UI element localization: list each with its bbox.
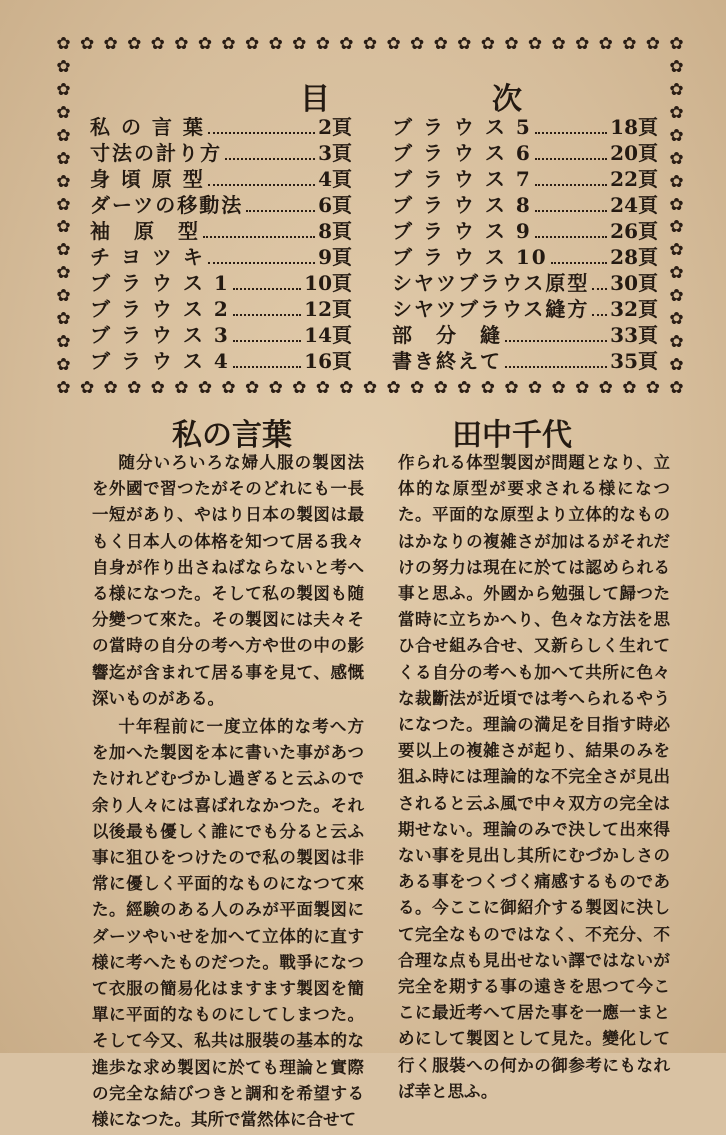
flower-ornament: ✿ xyxy=(150,378,165,398)
flower-ornament: ✿ xyxy=(669,171,684,192)
flower-ornament: ✿ xyxy=(103,378,118,398)
flower-ornament: ✿ xyxy=(150,34,165,54)
flower-ornament: ✿ xyxy=(197,378,213,398)
flower-ornament: ✿ xyxy=(56,355,71,376)
flower-ornament: ✿ xyxy=(56,102,71,123)
toc-entry-page: 10頁 xyxy=(304,271,352,295)
leader-dots xyxy=(535,158,607,160)
toc-entry-page: 22頁 xyxy=(610,167,658,191)
flower-ornament: ✿ xyxy=(622,34,637,54)
leader-dots xyxy=(208,184,315,186)
toc-entry-page: 14頁 xyxy=(304,323,352,347)
toc-entry-label: ブ ラ ウ ス 9 xyxy=(392,219,532,243)
flower-ornament: ✿ xyxy=(56,34,71,54)
leader-dots xyxy=(233,314,301,316)
toc-title: 目 次 xyxy=(300,82,588,117)
toc-entry-page: 2頁 xyxy=(318,115,352,139)
flower-ornament: ✿ xyxy=(669,286,684,307)
flower-ornament: ✿ xyxy=(433,378,448,398)
toc-entry-label: ブ ラ ウ ス 7 xyxy=(392,167,532,191)
leader-dots xyxy=(592,288,607,290)
leader-dots xyxy=(505,340,607,342)
toc-entry-page: 4頁 xyxy=(318,167,352,191)
flower-ornament: ✿ xyxy=(527,34,543,54)
flower-ornament: ✿ xyxy=(339,34,354,54)
toc-entry-page: 20頁 xyxy=(610,141,658,165)
flower-ornament: ✿ xyxy=(504,378,519,398)
flower-ornament: ✿ xyxy=(669,355,684,376)
flower-ornament: ✿ xyxy=(433,34,448,54)
leader-dots xyxy=(551,262,607,264)
article-paragraph: 随分いろいろな婦人服の製図法を外國で習つたがそのどれにも一長一短があり、やはり日本の製図は最もく日本人の体格を知つて居る我々自身が作り出さねばならないと考へる様になつた。そして私の製図も随分變つて來た。その製図には夫々その當時の自分の考へ方や世の中の影響迄が含まれて居る事を見て、感慨深いものがある。 xyxy=(92,453,364,708)
toc-entry-label: ブ ラ ウ ス 1 xyxy=(90,271,230,295)
flower-ornament: ✿ xyxy=(268,34,283,54)
flower-ornament: ✿ xyxy=(575,34,590,54)
toc-entry-label: ブ ラ ウ ス 2 xyxy=(90,297,230,321)
flower-ornament: ✿ xyxy=(669,148,684,169)
flower-ornament: ✿ xyxy=(669,263,684,284)
flower-ornament: ✿ xyxy=(410,34,425,54)
toc-entry-page: 6頁 xyxy=(318,193,352,217)
toc-entry-page: 30頁 xyxy=(610,271,658,295)
toc-entry-page: 35頁 xyxy=(610,349,658,373)
flower-ornament: ✿ xyxy=(598,34,613,54)
flower-ornament: ✿ xyxy=(56,286,71,307)
toc-entry-page: 28頁 xyxy=(610,245,658,269)
toc-entry-page: 32頁 xyxy=(610,297,658,321)
flower-ornament: ✿ xyxy=(221,34,236,54)
flower-ornament: ✿ xyxy=(457,378,472,398)
flower-ornament: ✿ xyxy=(56,79,71,100)
leader-dots xyxy=(535,210,607,212)
flower-ornament: ✿ xyxy=(79,34,95,54)
flower-ornament: ✿ xyxy=(174,378,189,398)
flower-ornament: ✿ xyxy=(56,56,71,77)
flower-ornament: ✿ xyxy=(292,34,307,54)
flower-ornament: ✿ xyxy=(386,34,401,54)
flower-ornament: ✿ xyxy=(551,34,566,54)
toc-entry-page: 8頁 xyxy=(318,219,352,243)
toc-entry-label: 袖 原 型 xyxy=(90,219,200,243)
flower-ornament: ✿ xyxy=(551,378,566,398)
toc-entry-label: ブ ラ ウ ス 4 xyxy=(90,349,230,373)
flower-ornament: ✿ xyxy=(645,378,661,398)
toc-entry-page: 3頁 xyxy=(318,141,352,165)
flower-ornament: ✿ xyxy=(127,34,142,54)
toc-entry-label: シヤツブラウス原型 xyxy=(392,271,590,295)
flower-ornament: ✿ xyxy=(244,378,260,398)
flower-ornament: ✿ xyxy=(669,309,684,330)
leader-dots xyxy=(535,236,607,238)
toc-entry-label: シヤツブラウス縫方 xyxy=(392,297,590,321)
flower-ornament: ✿ xyxy=(669,332,684,353)
toc-entry-label: ブ ラ ウ ス 8 xyxy=(392,193,532,217)
flower-ornament: ✿ xyxy=(645,34,661,54)
flower-ornament: ✿ xyxy=(527,378,543,398)
flower-ornament: ✿ xyxy=(622,378,637,398)
toc-entry-label: ブ ラ ウ ス 6 xyxy=(392,141,532,165)
leader-dots xyxy=(233,288,301,290)
flower-ornament: ✿ xyxy=(174,34,189,54)
toc-entry-page: 33頁 xyxy=(610,323,658,347)
toc-entry-label: 寸法の計り方 xyxy=(90,141,222,165)
leader-dots xyxy=(203,236,315,238)
flower-ornament: ✿ xyxy=(410,378,425,398)
toc-entry-label: 私 の 言 葉 xyxy=(90,115,205,139)
toc-entry-label: ダーツの移動法 xyxy=(90,193,244,217)
leader-dots xyxy=(233,366,301,368)
flower-ornament: ✿ xyxy=(669,102,684,123)
toc-entry xyxy=(90,348,352,374)
toc-entry-label: ブ ラ ウ ス 10 xyxy=(392,245,548,269)
flower-ornament: ✿ xyxy=(56,171,71,192)
flower-ornament: ✿ xyxy=(56,125,71,146)
flower-ornament: ✿ xyxy=(669,217,684,238)
flower-ornament: ✿ xyxy=(56,263,71,284)
toc-entry-label: 部 分 縫 xyxy=(392,323,502,347)
article-author: 田中千代 xyxy=(452,418,572,453)
flower-ornament: ✿ xyxy=(56,148,71,169)
toc-right-column xyxy=(392,114,658,374)
flower-ornament: ✿ xyxy=(315,378,330,398)
flower-ornament: ✿ xyxy=(221,378,236,398)
toc-entry-page: 26頁 xyxy=(610,219,658,243)
flower-ornament: ✿ xyxy=(79,378,95,398)
flower-ornament: ✿ xyxy=(504,34,519,54)
leader-dots xyxy=(246,210,315,212)
toc-entry-page: 18頁 xyxy=(610,115,658,139)
flower-ornament: ✿ xyxy=(480,378,495,398)
flower-ornament: ✿ xyxy=(669,56,684,77)
flower-ornament: ✿ xyxy=(598,378,613,398)
flower-ornament: ✿ xyxy=(362,378,378,398)
leader-dots xyxy=(233,340,301,342)
leader-dots xyxy=(208,262,315,264)
flower-ornament: ✿ xyxy=(669,79,684,100)
toc-left-column xyxy=(90,114,352,374)
flower-ornament: ✿ xyxy=(669,34,684,54)
flower-ornament: ✿ xyxy=(56,309,71,330)
leader-dots xyxy=(208,132,315,134)
flower-ornament: ✿ xyxy=(669,240,684,261)
flower-ornament: ✿ xyxy=(575,378,590,398)
toc-entry-label: ブ ラ ウ ス 5 xyxy=(392,115,532,139)
article-paragraph: 十年程前に一度立体的な考へ方を加へた製図を本に書いた事があつたけれどむづかし過ぎると云ふので余り人々には喜ばれなかつた。それ以後最も優しく誰にでも分ると云ふ事に狙ひをつけたので私の製図は非常に優しく平面的なものになつて來た。經験のある人のみが平面製図にダーツやいせを加へて立体的に直す様に考へたものだつた。戰爭になつて衣服の簡易化はますます製図を簡單に平面的なものにしてしまつた。そして今又、私共は服裝の基本的な進歩な求め製図に於ても理論と實際の完全な結びつきと調和を希望する様になつた。其所で當然体に合せて xyxy=(92,717,364,1130)
flower-ornament: ✿ xyxy=(56,332,71,353)
flower-ornament: ✿ xyxy=(292,378,307,398)
leader-dots xyxy=(535,184,607,186)
flower-ornament: ✿ xyxy=(339,378,354,398)
flower-ornament: ✿ xyxy=(56,240,71,261)
toc-entry-label: チ ヨ ツ キ xyxy=(90,245,205,269)
toc-entry-page: 12頁 xyxy=(304,297,352,321)
flower-ornament: ✿ xyxy=(268,378,283,398)
flower-ornament: ✿ xyxy=(386,378,401,398)
flower-ornament: ✿ xyxy=(362,34,378,54)
flower-ornament: ✿ xyxy=(480,34,495,54)
toc-entry-label: ブ ラ ウ ス 3 xyxy=(90,323,230,347)
toc-entry xyxy=(392,348,658,374)
flower-ornament: ✿ xyxy=(56,217,71,238)
flower-ornament: ✿ xyxy=(315,34,330,54)
leader-dots xyxy=(535,132,607,134)
toc-entry-page: 16頁 xyxy=(304,349,352,373)
flower-ornament: ✿ xyxy=(56,194,71,215)
flower-ornament: ✿ xyxy=(127,378,142,398)
flower-ornament: ✿ xyxy=(103,34,118,54)
toc-entry-page: 9頁 xyxy=(318,245,352,269)
article-paragraph: 作られる体型製図が問題となり、立体的な原型が要求される様になつた。平面的な原型より立体的なものはかなりの複雑さが加はるがそれだけの努力は現在に於ては認められる事と思ふ。外國から勉强して歸つた當時に立ちかへり、色々な方法を思ひ合せ組み合せ、又新らしく生れてくる自分の考へも加へて共所に色々な裁斷法が近頃では考へられるやうになつた。理論の満足を目指す時必要以上の複雑さが起り、結果のみを狙ふ時には理論的な不完全さが見出されると云ふ風で中々双方の完全は期せない。理論のみで決して出來得ない事を見出し其所にむづかしさのある事をつくづく痛感するものである。今ここに御紹介する製図に決して完全なものではなく、不充分、不合理な点も見出せない譯ではないが完全を期する事の遠きを思つて今ここに最近考へて居た事を一應一まとめにして製図として見た。變化して行く服裝への何かの御参考にもなれば幸と思ふ。 xyxy=(398,453,670,1101)
flower-ornament: ✿ xyxy=(197,34,213,54)
toc-entry-label: 書き終えて xyxy=(392,349,502,373)
toc-entry-label: 身 頃 原 型 xyxy=(90,167,205,191)
article-column-right xyxy=(398,450,670,1107)
flower-ornament: ✿ xyxy=(669,194,684,215)
flower-ornament: ✿ xyxy=(244,34,260,54)
leader-dots xyxy=(592,314,607,316)
leader-dots xyxy=(505,366,607,368)
flower-ornament: ✿ xyxy=(669,378,684,398)
flower-ornament: ✿ xyxy=(457,34,472,54)
flower-ornament: ✿ xyxy=(56,378,71,398)
leader-dots xyxy=(225,158,315,160)
article-title: 私の言葉 xyxy=(172,418,292,453)
flower-ornament: ✿ xyxy=(669,125,684,146)
toc-entry-page: 24頁 xyxy=(610,193,658,217)
article-column-left xyxy=(92,450,364,1135)
